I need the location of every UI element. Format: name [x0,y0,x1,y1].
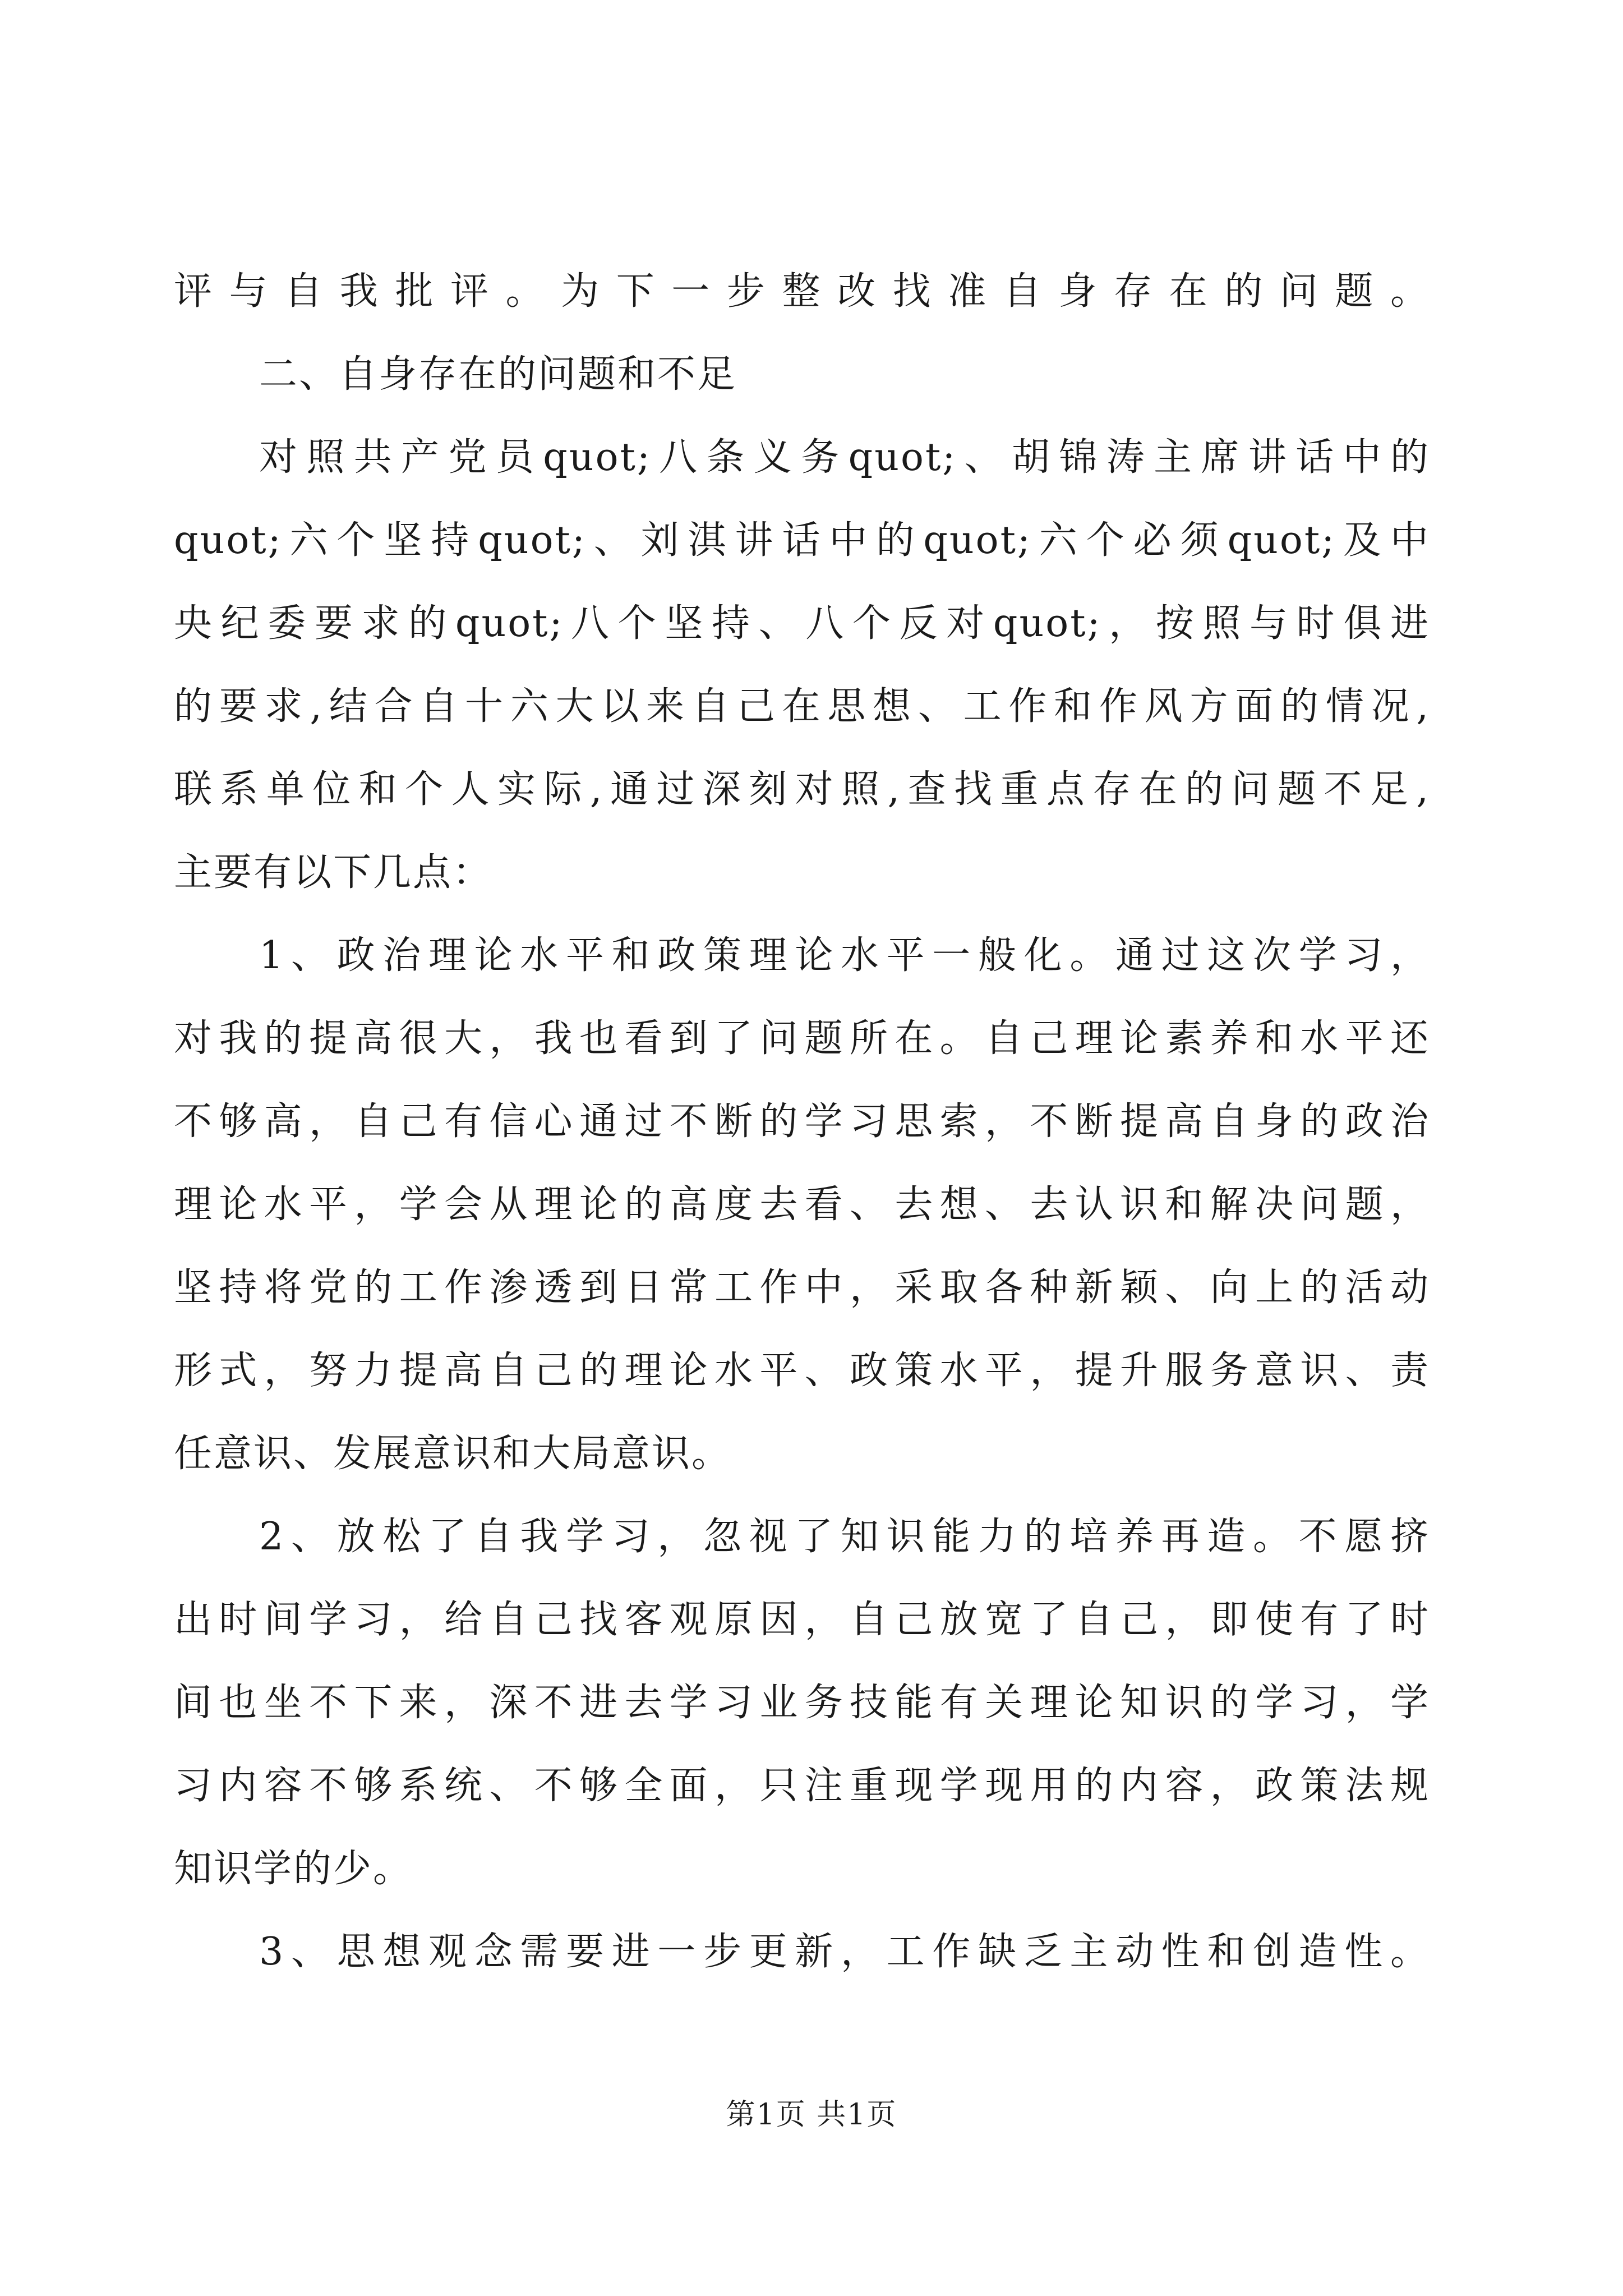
text-line: 央纪委要求的quot;八个坚持、八个反对quot;，按照与时俱进 [174,601,1430,646]
text-line: 间也坐不下来，深不进去学习业务技能有关理论知识的学习，学 [174,1681,1430,1725]
text-line: 3、思想观念需要进一步更新，工作缺乏主动性和创造性。 [259,1930,1430,1974]
text-line: 主要有以下几点： [174,850,493,895]
text-line: 1、政治理论水平和政策理论水平一般化。通过这次学习， [259,933,1430,978]
page-footer: 第1页 共1页 [726,2098,897,2132]
text-line: 2、放松了自我学习，忽视了知识能力的培养再造。不愿挤 [259,1515,1430,1559]
text-line: 出时间学习，给自己找客观原因，自己放宽了自己，即使有了时 [174,1598,1430,1642]
text-line: 对我的提高很大，我也看到了问题所在。自己理论素养和水平还 [174,1016,1430,1061]
text-line: quot;六个坚持quot;、刘淇讲话中的quot;六个必须quot;及中 [174,518,1430,563]
text-line: 任意识、发展意识和大局意识。 [174,1432,732,1476]
text-line: 联系单位和个人实际,通过深刻对照,查找重点存在的问题不足, [174,767,1430,812]
text-line: 理论水平，学会从理论的高度去看、去想、去认识和解决问题， [174,1182,1430,1227]
text-line: 对照共产党员quot;八条义务quot;、胡锦涛主席讲话中的 [259,435,1430,480]
text-line: 坚持将党的工作渗透到日常工作中，采取各种新颖、向上的活动 [174,1266,1430,1310]
text-line: 习内容不够系统、不够全面，只注重现学现用的内容，政策法规 [174,1764,1430,1808]
text-line: 形式，努力提高自己的理论水平、政策水平，提升服务意识、责 [174,1349,1430,1393]
text-line: 知识学的少。 [174,1847,413,1891]
text-line: 不够高，自己有信心通过不断的学习思索，不断提高自身的政治 [174,1099,1430,1144]
text-line: 评与自我批评。为下一步整改找准自身存在的问题。 [174,269,1430,314]
section-heading: 二、自身存在的问题和不足 [259,352,737,397]
text-line: 的要求,结合自十六大以来自己在思想、工作和作风方面的情况, [174,684,1430,729]
